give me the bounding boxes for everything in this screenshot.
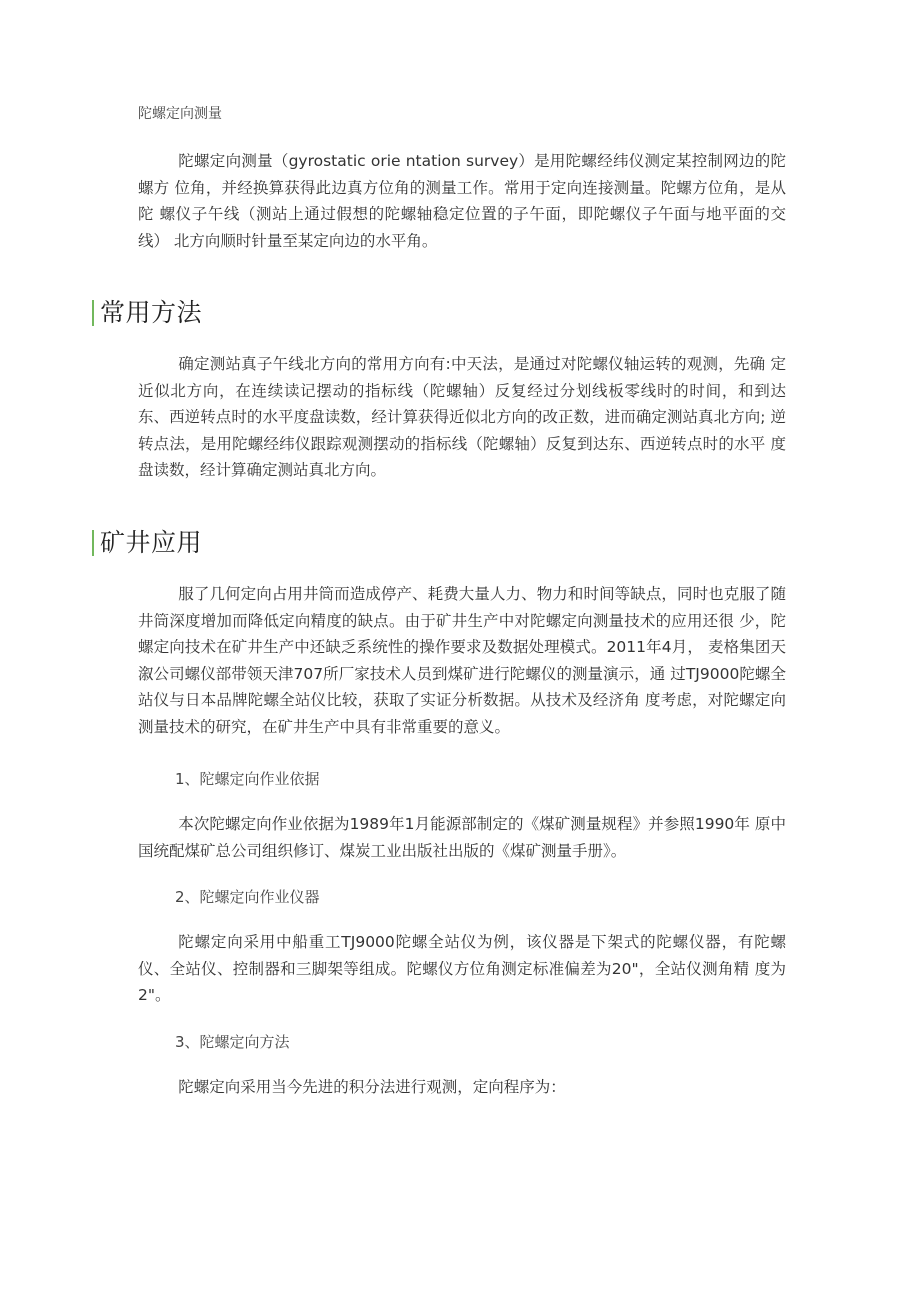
mine-application-paragraph: 服了几何定向占用井筒而造成停产、耗费大量人力、物力和时间等缺点，同时也克服了随井筒深度增加而降低定向精度的缺点。由于矿井生产中对陀螺定向测量技术的应用还很 少，陀螺定向技术在矿井生产中还缺乏系统性的操作要求及数据处理模式。2011年4月， 麦格集团天溆公司螺仪部带领天津707所厂家技术人员到煤矿进行陀螺仪的测量演示，通 过TJ9000陀螺全站仪与日本品牌陀螺全站仪比较，获取了实证分析数据。从技术及经济角 度考虑，对陀螺定向测量技术的研究，在矿井生产中具有非常重要的意义。 [138,585,786,736]
item-basis-paragraph: 本次陀螺定向作业依据为1989年1月能源部制定的《煤矿测量规程》并参照1990年 原中国统配煤矿总公司组织修订、煤炭工业出版社出版的《煤矿测量手册》。 [138,815,786,860]
intro-paragraph: 陀螺定向测量（gyrostatic orie ntation survey）是用陀螺经纬仪测定某控制网边的陀螺方 位角，并经换算获得此边真方位角的测量工作。常用于定向连接测量。陀螺方位角，是从陀 螺仪子午线（测站上通过假想的陀螺轴稳定位置的子午面，即陀螺仪子午面与地平面的交线） 北方向顺时针量至某定向边的水平角。 [138,152,786,250]
item-heading-method: 3、陀螺定向方法 [175,1033,290,1051]
common-methods-paragraph: 确定测站真子午线北方向的常用方向有:中天法，是通过对陀螺仪轴运转的观测，先确 定近似北方向，在连续读记摆动的指标线（陀螺轴）反复经过分划线板零线时的时间，和到达 东、西逆转点时的水平度盘读数，经计算获得近似北方向的改正数，进而确定测站真北方向; 逆转点法，是用陀螺经纬仪跟踪观测摆动的指标线（陀螺轴）反复到达东、西逆转点时的水平 度盘读数，经计算确定测站真北方向。 [138,355,786,479]
item-instrument-paragraph: 陀螺定向采用中船重工TJ9000陀螺全站仪为例，该仪器是下架式的陀螺仪器，有陀螺仪、全站仪、控制器和三脚架等组成。陀螺仪方位角测定标准偏差为20"，全站仪测角精 度为2"。 [138,933,786,1004]
section-accent-bar [92,530,94,556]
item-heading-basis: 1、陀螺定向作业依据 [175,770,320,788]
section-heading-text: 矿井应用 [100,528,203,557]
section-heading-common-methods [92,298,202,328]
item-method-paragraph: 陀螺定向采用当今先进的积分法进行观测，定向程序为： [178,1078,566,1096]
section-heading-text: 常用方法 [100,298,203,327]
item-heading-instrument: 2、陀螺定向作业仪器 [175,888,320,906]
section-heading-mine-application [92,528,202,558]
section-accent-bar [92,300,94,326]
document-title: 陀螺定向测量 [138,106,222,122]
